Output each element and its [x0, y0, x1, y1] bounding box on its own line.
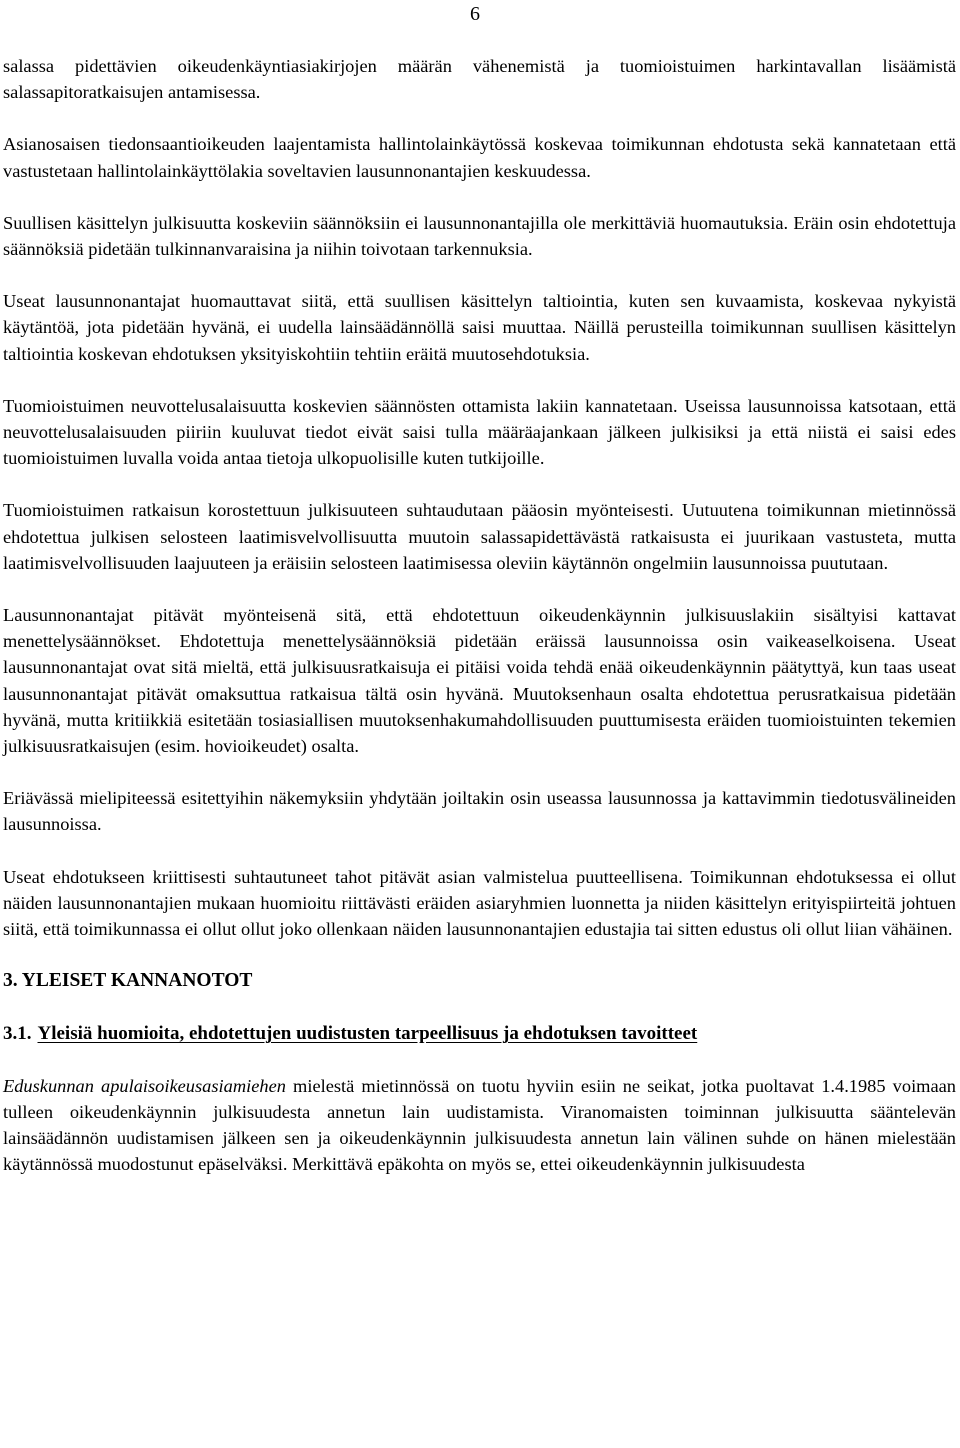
- document-body: [3, 53, 956, 1178]
- subsection-title: Yleisiä huomioita, ehdotettujen uudistusten tarpeellisuus ja ehdotuksen tavoitteet: [37, 1023, 698, 1045]
- paragraph-final-text: mielestä mietinnössä on tuotu hyviin esiin ne seikat, jotka puoltavat 1.4.1985 voimaan tulleen oikeudenkäynnin julkisuudesta annetun lain uudistamista. Viranomaisten toiminnan julkisuutta sääntelevän lainsäädännön uudistamisen jälkeen sen ja oikeudenkäynnin julkisuudesta annetun lain välinen suhde on hänen mielestään käytännössä muodostunut epäselväksi. Merkittävä epäkohta on myös se, ettei oikeudenkäynnin julkisuudesta: [3, 1075, 957, 1175]
- section-heading: 3. YLEISET KANNANOTOT: [3, 970, 253, 992]
- paragraph-1: salassa pidettävien oikeudenkäyntiasiakirjojen määrän vähenemistä ja tuomioistuimen harkintavallan lisäämistä salassapitoratkaisujen antamisessa.: [3, 56, 956, 103]
- subsection-heading: [3, 1021, 956, 1047]
- paragraph-3: Suullisen käsittelyn julkisuutta koskeviin säännöksiin ei lausunnonantajilla ole merkittäviä huomautuksia. Eräin osin ehdotettuja säännöksiä pidetään tulkinnanvaraisina ja niihin toivotaan tarkennuksia.: [3, 212, 956, 260]
- paragraph-6: Tuomioistuimen ratkaisun korostettuun julkisuuteen suhtaudutaan pääosin myönteisesti. Uutuutena toimikunnan mietinnössä ehdotettua julkisen selosteen laatimisvelvollisuutta muutoin salassapidettävästä ratkaisusta ei juurikaan vastusteta, mutta laatimisvelvollisuuden laajuuteen ja eräisiin selosteen laatimisessa oleviin käytännön ongelmiin lausunnoissa puututaan.: [3, 500, 956, 573]
- paragraph-7: Lausunnonantajat pitävät myönteisenä sitä, että ehdotettuun oikeudenkäynnin julkisuuslakiin sisältyisi kattavat menettelysäännökset. Ehdotettuja menettelysäännöksiä pidetään eräissä lausunnoissa osin vaikeaselkoisena. Useat lausunnonantajat ovat sitä mieltä, että julkisuusratkaisuja ei pitäisi voida tehdä enää oikeudenkäynnin päätyttyä, kun taas useat lausunnonantajat pitävät omaksuttua ratkaisua tältä osin hyvänä. Muutoksenhaun osalta ehdotettua perusratkaisua pidetään hyvänä, mutta kritiikkiä esitetään tosiasiallisen muutoksenhakumahdollisuuden puuttumisesta eräiden tuomioistuinten tekemien julkisuusratkaisujen (esim. hovioikeudet) osalta.: [3, 605, 956, 757]
- paragraph-8: Eriävässä mielipiteessä esitettyihin näkemyksiin yhdytään joiltakin osin useassa lausunnossa ja kattavimmin tiedotusvälineiden lausunnoissa.: [3, 788, 956, 835]
- paragraph-9: Useat ehdotukseen kriittisesti suhtautuneet tahot pitävät asian valmistelua puutteellisena. Toimikunnan ehdotuksessa ei ollut näiden lausunnonantajien mukaan huomioitu riittävästi eräiden asiaryhmien luonnetta ja niiden käsittelyn erityispiirteitä johtuen siitä, että toimikunnassa ei ollut ollut joko ollenkaan näiden lausunnonantajien edustajia tai sitten edustus oli ollut liian vähäinen.: [3, 866, 956, 940]
- paragraph-4: Useat lausunnonantajat huomauttavat siitä, että suullisen käsittelyn taltiointia, kuten sen kuvaamista, koskevaa nykyistä käytäntöä, jota pidetään hyvänä, ei uudella lainsäädännöllä saisi muuttaa. Näillä perusteilla toimikunnan suullisen käsittelyn taltiointia koskevan ehdotuksen yksityiskohtiin tehtiin eräitä muutosehdotuksia.: [3, 291, 956, 364]
- page-number: 6: [470, 3, 480, 25]
- paragraph-5: Tuomioistuimen neuvottelusalaisuutta koskevien säännösten ottamista lakiin kannatetaan. Useissa lausunnoissa katsotaan, että neuvottelusalaisuuden piiriin kuuluvat tiedot eivät saisi tulla määräajankaan jälkeen julkisiksi ja että niistä ei saisi edes tuomioistuimen luvalla voida antaa tietoja ulkopuolisille kuten tutkijoille.: [3, 395, 956, 469]
- paragraph-2: Asianosaisen tiedonsaantioikeuden laajentamista hallintolainkäytössä koskevaa toimikunnan ehdotusta sekä kannatetaan että vastustetaan hallintolainkäyttölakia soveltavien lausunnonantajien keskuudessa.: [3, 134, 956, 181]
- paragraph-final: [3, 1073, 956, 1178]
- italic-lead: Eduskunnan apulaisoikeusasiamiehen: [3, 1075, 286, 1096]
- subsection-number: 3.1.: [3, 1023, 32, 1045]
